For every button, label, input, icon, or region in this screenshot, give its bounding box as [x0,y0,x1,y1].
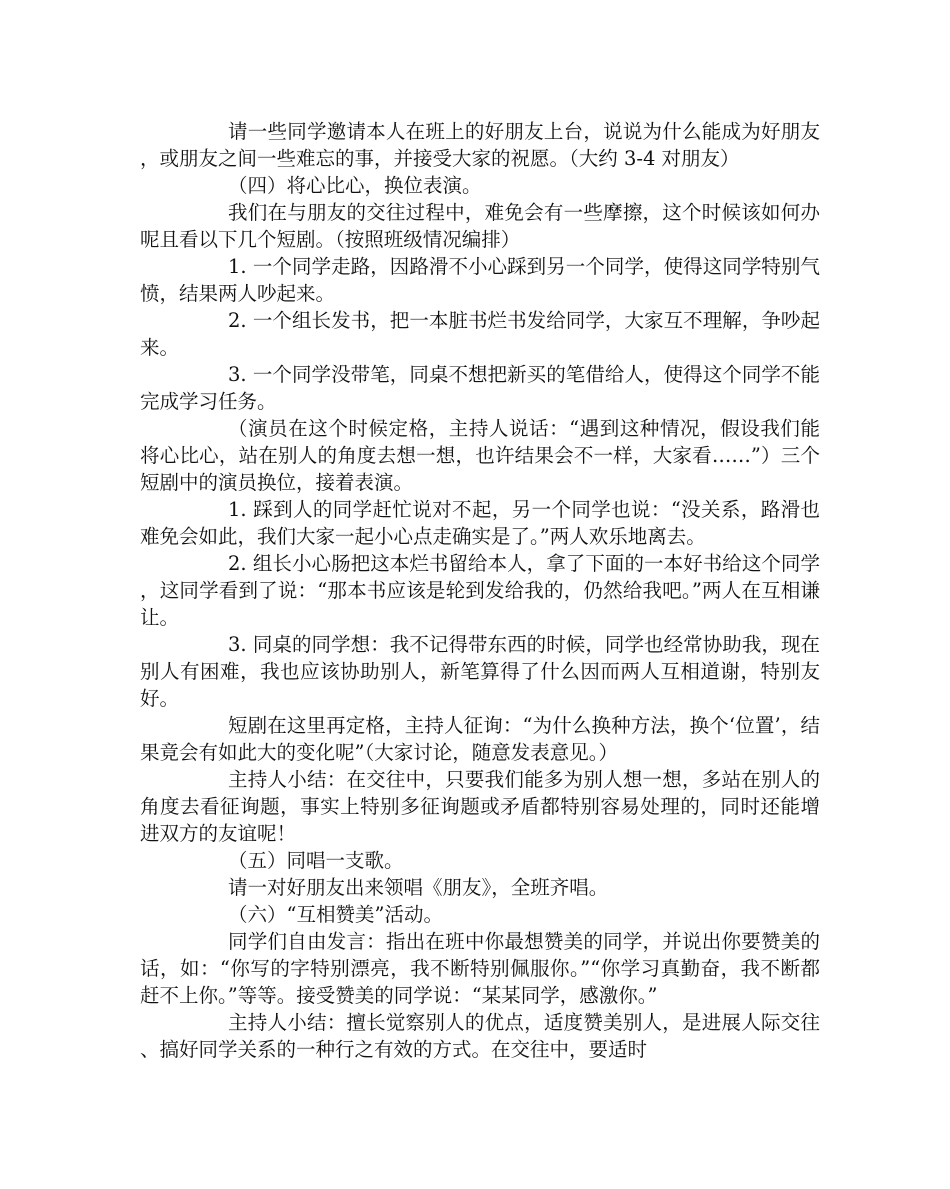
paragraph-sing-song: 请一对好朋友出来领唱《朋友》，全班齐唱。 [228,876,609,899]
paragraph-invite-friends: 请一些同学邀请本人在班上的好朋友上台，说说为什么能成为好朋友，或朋友之间一些难忘的事，并接受大家的祝愿。（大约 3-4 对朋友） [140,120,820,170]
section-heading-five: （五）同唱一支歌。 [228,849,404,872]
paragraph-host-summary-2: 主持人小结：擅长觉察别人的优点，适度赞美别人，是进展人际交往、搞好同学关系的一种行之有效的方式。在交往中，要适时 [140,1011,820,1061]
list-item-skit-2: 2. 一个组长发书，把一本脏书烂书发给同学，大家互不理解，争吵起来。 [140,309,820,359]
list-item-swap-2: 2. 组长小心肠把这本烂书留给本人，拿了下面的一本好书给这个同学，这同学看到了说：“那本书应该是轮到发给我的，仍然给我吧。”两人在互相谦让。 [140,552,820,629]
paragraph-free-speech: 同学们自由发言：指出在班中你最想赞美的同学，并说出你要赞美的话，如：“你写的字特别漂亮，我不断特别佩服你。”“你学习真勤奋，我不断都赶不上你。”等等。接受赞美的同学说：“某某同学，感激你。” [140,930,820,1007]
document-page [140,118,820,1063]
list-item-skit-3: 3. 一个同学没带笔，同桌不想把新买的笔借给人，使得这个同学不能完成学习任务。 [140,363,820,413]
list-item-swap-3: 3. 同桌的同学想：我不记得带东西的时候，同学也经常协助我，现在别人有困难，我也应该协助别人，新笔算得了什么因而两人互相道谢，特别友好。 [140,633,820,710]
paragraph-host-question: 短剧在这里再定格，主持人征询：“为什么换种方法，换个‘位置’，结果竟会有如此大的变化呢”（大家讨论，随意发表意见。） [140,714,820,764]
section-heading-six: （六）“互相赞美”活动。 [228,903,443,926]
paragraph-freeze-host: （演员在这个时候定格，主持人说话：“遇到这种情况，假设我们能将心比心，站在别人的角度去想一想，也许结果会不一样，大家看……”）三个短剧中的演员换位，接着表演。 [140,417,820,494]
paragraph-host-summary-1: 主持人小结：在交往中，只要我们能多为别人想一想，多站在别人的角度去看征询题，事实上特别多征询题或矛盾都特别容易处理的，同时还能增进双方的友谊呢！ [140,768,820,845]
paragraph-skit-intro: 我们在与朋友的交往过程中，难免会有一些摩擦，这个时候该如何办呢且看以下几个短剧。（按照班级情况编排） [140,201,820,251]
list-item-skit-1: 1. 一个同学走路，因路滑不小心踩到另一个同学，使得这同学特别气愤，结果两人吵起来。 [140,255,820,305]
list-item-swap-1: 1. 踩到人的同学赶忙说对不起，另一个同学也说：“没关系，路滑也难免会如此，我们大家一起小心点走确实是了。”两人欢乐地离去。 [140,498,820,548]
section-heading-four: （四）将心比心，换位表演。 [228,174,482,197]
